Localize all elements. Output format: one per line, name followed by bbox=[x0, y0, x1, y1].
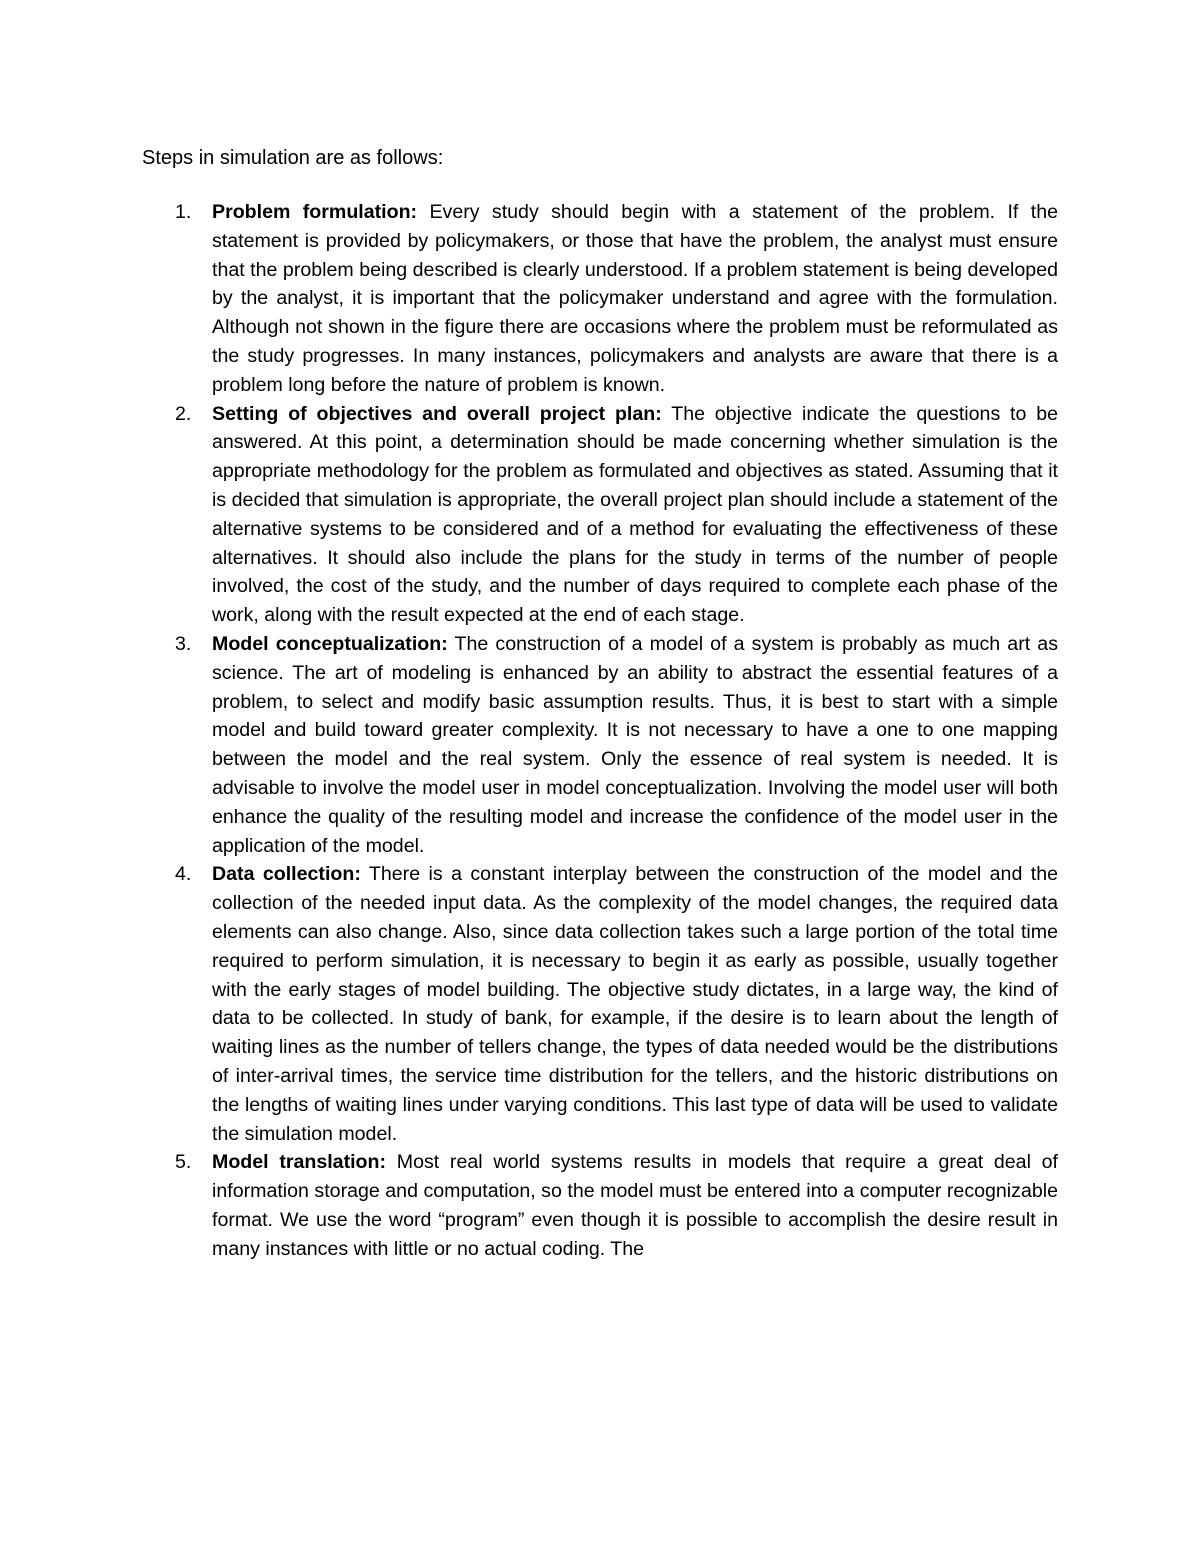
step-text: Most real world systems results in models that require a great deal of information storage and computation, so the model must be entered into a computer recognizable format. We use the word “program” even though it is possible to accomplish the desire result in many instances with little or no actual coding. The bbox=[212, 1151, 1058, 1260]
step-title: Data collection: bbox=[212, 863, 361, 886]
step-number: 2. bbox=[175, 402, 192, 425]
step-title: Setting of objectives and overall project plan: bbox=[212, 402, 662, 425]
step-model-conceptualization bbox=[175, 630, 1058, 860]
step-title: Model translation: bbox=[212, 1151, 387, 1174]
step-title: Problem formulation: bbox=[212, 201, 418, 223]
step-number: 4. bbox=[175, 863, 192, 886]
step-title: Model conceptualization: bbox=[212, 632, 448, 655]
step-number: 5. bbox=[175, 1151, 192, 1174]
step-data-collection bbox=[175, 860, 1058, 1148]
steps-list bbox=[175, 198, 1059, 1263]
step-number: 1. bbox=[175, 201, 192, 223]
step-model-translation bbox=[175, 1148, 1058, 1263]
step-problem-formulation bbox=[175, 198, 1058, 400]
step-text: There is a constant interplay between the construction of the model and the collection of the needed input data. As the complexity of the model changes, the required data elements can also change. Also, since data collection takes such a large portion of the total time required to perform simulation, it is necessary to begin it as early as possible, usually together with the early stages of model building. The objective study dictates, in a large way, the kind of data to be collected. In study of bank, for example, if the desire is to learn about the length of waiting lines as the number of tellers change, the types of data needed would be the distributions of inter-arrival times, the service time distribution for the tellers, and the historic distributions on the lengths of waiting lines under varying conditions. This last type of data will be used to validate the simulation model. bbox=[212, 863, 1058, 1145]
step-objectives-and-plan bbox=[175, 400, 1059, 630]
intro-text: Steps in simulation are as follows: bbox=[142, 147, 444, 169]
step-text: The construction of a model of a system is probably as much art as science. The art of modeling is enhanced by an ability to abstract the essential features of a problem, to select and modify basic assumption results. Thus, it is best to start with a simple model and build toward greater complexity. It is not necessary to have a one to one mapping between the model and the real system. Only the essence of real system is needed. It is advisable to involve the model user in model conceptualization. Involving the model user will both enhance the quality of the resulting model and increase the confidence of the model user in the application of the model. bbox=[212, 632, 1058, 857]
step-number: 3. bbox=[175, 632, 192, 655]
step-text: Every study should begin with a statement of the problem. If the statement is provided by policymakers, or those that have the problem, the analyst must ensure that the problem being described is clearly understood. If a problem statement is being developed by the analyst, it is important that the policymaker understand and agree with the formulation. Although not shown in the figure there are occasions where the problem must be reformulated as the study progresses. In many instances, policymakers and analysts are aware that there is a problem long before the nature of problem is known. bbox=[212, 201, 1058, 396]
step-text: The objective indicate the questions to be answered. At this point, a determination should be made concerning whether simulation is the appropriate methodology for the problem as formulated and objectives as stated. Assuming that it is decided that simulation is appropriate, the overall project plan should include a statement of the alternative systems to be considered and of a method for evaluating the effectiveness of these alternatives. It should also include the plans for the study in terms of the number of people involved, the cost of the study, and the number of days required to complete each phase of the work, along with the result expected at the end of each stage. bbox=[212, 402, 1059, 627]
